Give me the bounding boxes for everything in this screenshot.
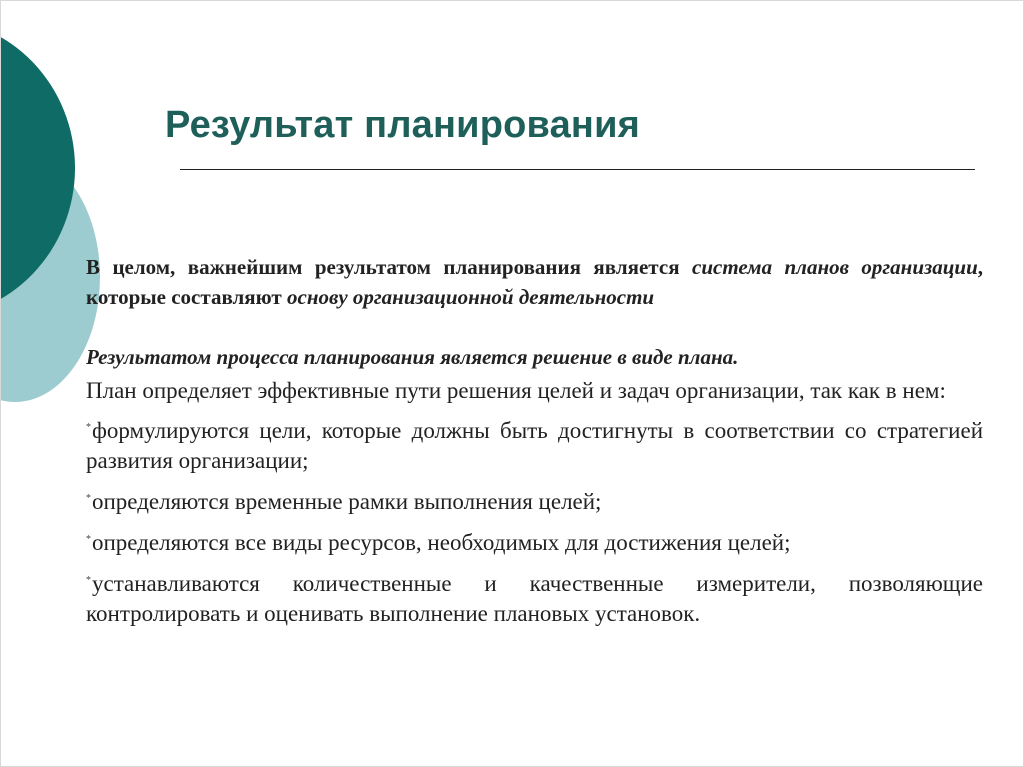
title-divider	[180, 169, 975, 170]
paragraph-summary-italic-2: основу организационной деятельности	[287, 285, 655, 309]
paragraph-result: Результатом процесса планирования является решение в виде плана.	[86, 345, 739, 369]
paragraph-summary-text-2: , которые составляют	[86, 255, 983, 309]
list-item	[86, 566, 983, 629]
list-item	[86, 525, 983, 558]
bullet-icon: *	[86, 493, 91, 504]
bullet-icon: *	[86, 575, 91, 586]
bullet-icon: *	[86, 534, 91, 545]
list-item-text: определяются все виды ресурсов, необходимых для достижения целей;	[92, 530, 791, 555]
list-item-text: формулируются цели, которые должны быть достигнуты в соответствии со стратегией развития организации;	[86, 418, 983, 473]
paragraph-summary-text-1: В целом, важнейшим результатом планирования является	[86, 255, 692, 279]
list-item	[86, 484, 983, 517]
bullet-icon: *	[86, 422, 91, 433]
paragraph-summary-italic-1: система планов организации	[692, 255, 978, 279]
paragraph-summary	[86, 252, 983, 312]
list-item-text: устанавливаются количественные и качественные измерители, позволяющие контролировать и оценивать выполнение плановых установок.	[86, 571, 983, 626]
slide-body	[86, 252, 983, 637]
list-item-text: определяются временные рамки выполнения целей;	[92, 489, 602, 514]
slide-title: Результат планирования	[165, 104, 641, 146]
list-item	[86, 413, 983, 476]
paragraph-plan-definition: План определяет эффективные пути решения целей и задач организации, так как в нем:	[86, 378, 946, 403]
